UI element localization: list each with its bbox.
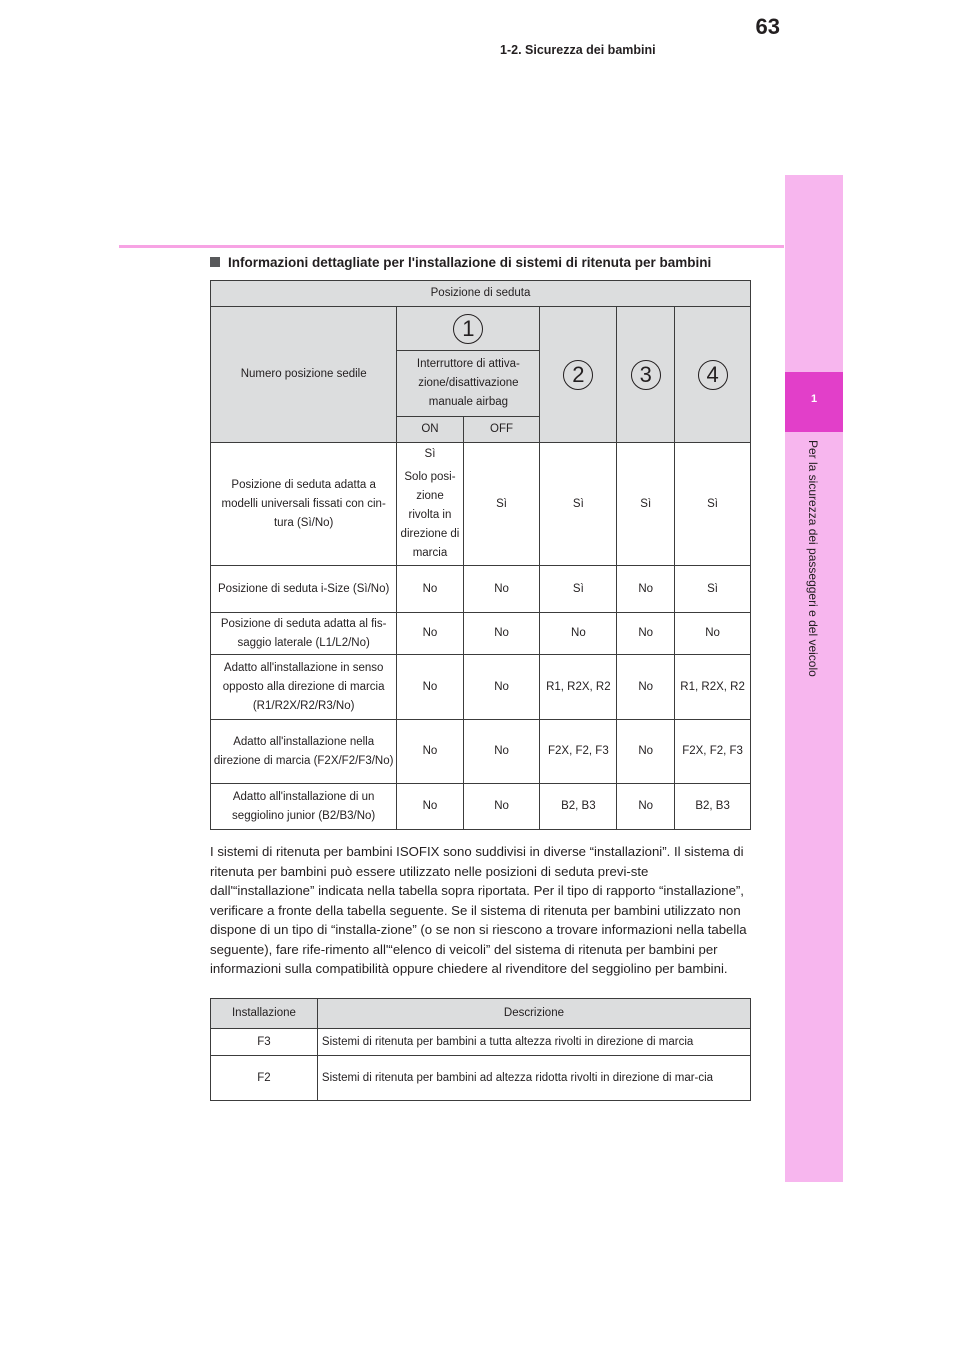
seat-number-label: Numero posizione sedile <box>211 307 397 443</box>
section-heading <box>210 255 711 270</box>
cell-seat-2: Sì <box>540 566 617 613</box>
airbag-switch-label: Interruttore di attiva-zione/disattivazione manuale airbag <box>397 351 540 417</box>
on-header: ON <box>397 417 463 443</box>
cell-on: No <box>397 655 463 720</box>
installation-table <box>210 998 751 1101</box>
seating-position-header: Posizione di seduta <box>211 281 751 307</box>
installation-header: Installazione <box>211 999 318 1029</box>
cell-seat-4: R1, R2X, R2 <box>675 655 751 720</box>
cell-seat-4: No <box>675 613 751 655</box>
cell-off: No <box>463 655 540 720</box>
seat-1-cell <box>397 307 540 351</box>
seat-3-number: 3 <box>631 360 661 390</box>
table-row <box>211 613 751 655</box>
row-label: Posizione di seduta adatta a modelli universali fissati con cin-tura (Sì/No) <box>211 443 397 566</box>
heading-text: Informazioni dettagliate per l'installazione di sistemi di ritenuta per bambini <box>228 255 712 270</box>
cell-on-note: Solo posi-zione rivolta in direzione di marcia <box>400 471 460 559</box>
seat-3-cell <box>617 307 675 443</box>
cell-seat-3: No <box>617 720 675 784</box>
cell-seat-2: R1, R2X, R2 <box>540 655 617 720</box>
installation-code: F2 <box>211 1056 318 1101</box>
cell-seat-2: B2, B3 <box>540 784 617 830</box>
cell-off: Sì <box>463 443 540 566</box>
section-title: 1-2. Sicurezza dei bambini <box>500 43 656 57</box>
cell-seat-3: No <box>617 655 675 720</box>
cell-seat-2: Sì <box>540 443 617 566</box>
seat-4-number: 4 <box>698 360 728 390</box>
table-row <box>211 566 751 613</box>
square-bullet-icon <box>210 257 220 267</box>
table-row <box>211 443 751 566</box>
seating-position-table <box>210 280 751 830</box>
seat-2-number: 2 <box>563 360 593 390</box>
cell-seat-2: No <box>540 613 617 655</box>
table-row <box>211 720 751 784</box>
row-label: Adatto all'installazione in senso opposto alla direzione di marcia (R1/R2X/R2/R3/No) <box>211 655 397 720</box>
cell-seat-4: B2, B3 <box>675 784 751 830</box>
table-row <box>211 1029 751 1056</box>
cell-on <box>397 443 463 566</box>
cell-on: No <box>397 784 463 830</box>
cell-seat-4: Sì <box>675 566 751 613</box>
chapter-sidebar <box>785 175 843 1182</box>
page-number: 63 <box>755 14 780 39</box>
seat-4-cell <box>675 307 751 443</box>
cell-off: No <box>463 784 540 830</box>
cell-off: No <box>463 566 540 613</box>
cell-off: No <box>463 613 540 655</box>
cell-seat-4: Sì <box>675 443 751 566</box>
off-header: OFF <box>463 417 540 443</box>
table-row <box>211 655 751 720</box>
row-label: Posizione di seduta adatta al fis-saggio laterale (L1/L2/No) <box>211 613 397 655</box>
cell-seat-2: F2X, F2, F3 <box>540 720 617 784</box>
row-label: Adatto all'installazione nella direzione di marcia (F2X/F2/F3/No) <box>211 720 397 784</box>
chapter-number: 1 <box>810 393 818 405</box>
cell-seat-3: No <box>617 784 675 830</box>
chapter-title: Per la sicurezza dei passeggeri e del veicolo <box>806 440 820 677</box>
body-paragraph: I sistemi di ritenuta per bambini ISOFIX sono suddivisi in diverse “installazioni”. Il sistema di ritenuta per bambini può essere utilizzato nelle posizioni di seduta previ-ste dall'“installazione” indicata nella tabella sopra riportata. Per il tipo di rapporto “installazione”, verificare a fronte della tabella seguente. Se il sistema di ritenuta per bambini utilizzato non dispone di un tipo di “installa-zione” (o se non si riescono a trovare informazioni nella tabella seguente), fare rife-rimento all'“elenco di veicoli” del sistema di ritenuta per bambini per informazioni sulla compatibilità oppure chiedere al rivenditore del seggiolino per bambini. <box>210 844 747 976</box>
cell-off: No <box>463 720 540 784</box>
seat-2-cell <box>540 307 617 443</box>
cell-on: No <box>397 566 463 613</box>
cell-on-value: Sì <box>424 448 436 460</box>
cell-seat-4: F2X, F2, F3 <box>675 720 751 784</box>
installation-description: Sistemi di ritenuta per bambini ad altezza ridotta rivolti in direzione di mar-cia <box>317 1056 750 1101</box>
header-rule <box>119 245 784 248</box>
cell-seat-3: No <box>617 566 675 613</box>
installation-code: F3 <box>211 1029 318 1056</box>
row-label: Adatto all'installazione di un seggiolino junior (B2/B3/No) <box>211 784 397 830</box>
cell-on: No <box>397 613 463 655</box>
installation-description: Sistemi di ritenuta per bambini a tutta altezza rivolti in direzione di marcia <box>317 1029 750 1056</box>
seat-1-number: 1 <box>453 314 483 344</box>
cell-seat-3: No <box>617 613 675 655</box>
row-label: Posizione di seduta i-Size (Sì/No) <box>211 566 397 613</box>
description-header: Descrizione <box>317 999 750 1029</box>
cell-on: No <box>397 720 463 784</box>
table-row <box>211 784 751 830</box>
cell-seat-3: Sì <box>617 443 675 566</box>
table-row <box>211 1056 751 1101</box>
